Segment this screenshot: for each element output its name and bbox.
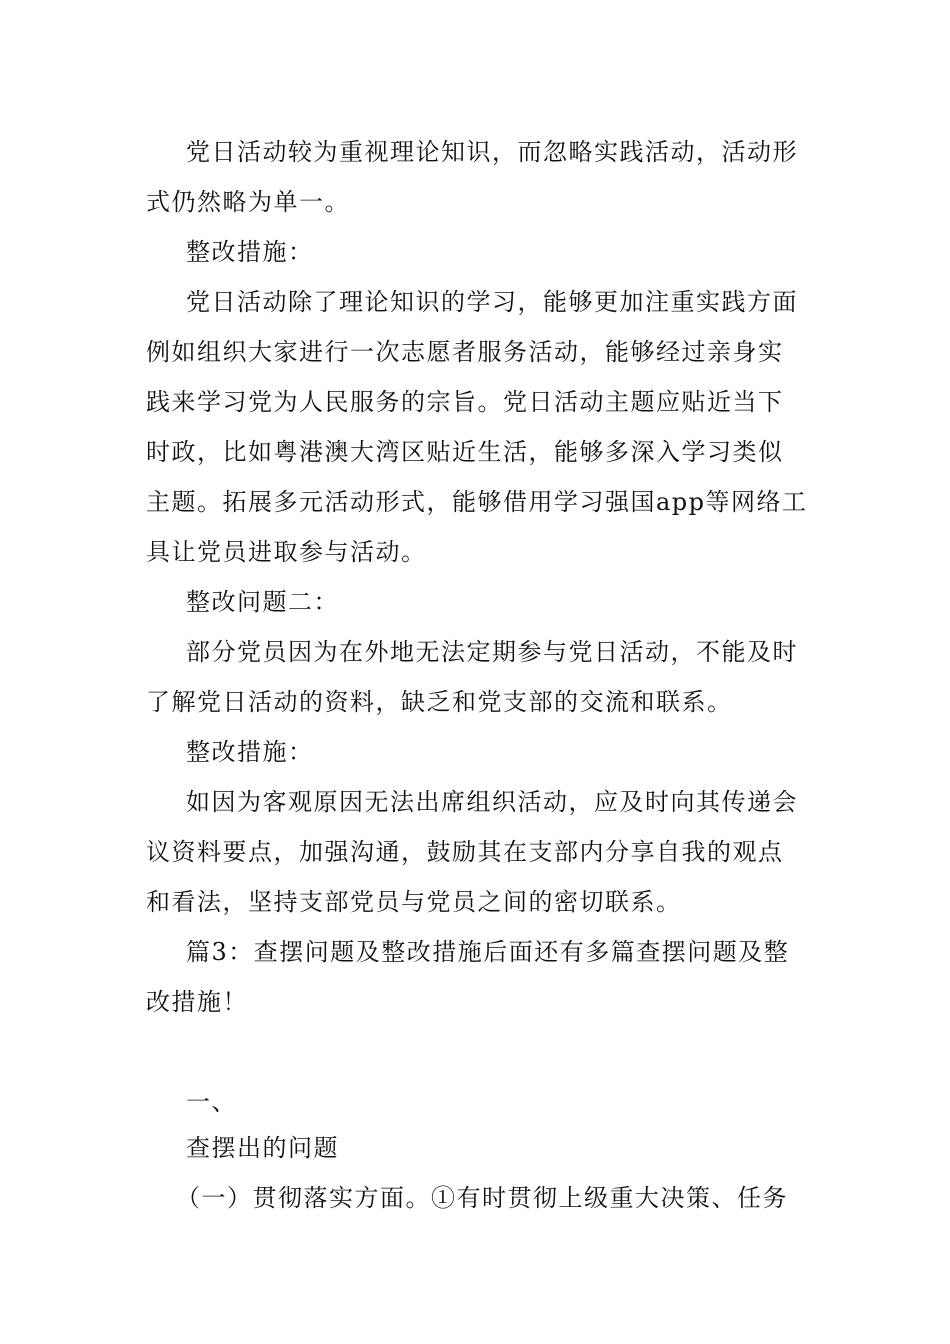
section-heading: 整改问题二： [186,588,339,616]
paragraph-line: 改措施！ [146,988,248,1016]
paragraph-line: 党日活动除了理论知识的学习，能够更加注重实践方面 [186,288,798,316]
section-heading: 整改措施： [186,738,314,766]
paragraph-line: 践来学习党为人民服务的宗旨。党日活动主题应贴近当下 [146,388,784,416]
paragraph-line: 例如组织大家进行一次志愿者服务活动，能够经过亲身实 [146,338,784,366]
section-number: 一、 [186,1088,237,1116]
paragraph-line: 如因为客观原因无法出席组织活动，应及时向其传递会 [186,788,798,816]
paragraph-line: 党日活动较为重视理论知识，而忽略实践活动，活动形 [186,138,798,166]
paragraph-line: （一）贯彻落实方面。①有时贯彻上级重大决策、任务 [176,1184,788,1212]
paragraph-line: 部分党员因为在外地无法定期参与党日活动，不能及时 [186,638,798,666]
paragraph-line: 了解党日活动的资料，缺乏和党支部的交流和联系。 [146,688,733,716]
paragraph-line: 议资料要点，加强沟通，鼓励其在支部内分享自我的观点 [146,838,784,866]
paragraph-line: 时政，比如粤港澳大湾区贴近生活，能够多深入学习类似 [146,438,784,466]
section-heading: 整改措施： [186,238,314,266]
paragraph-line: 主题。拓展多元活动形式，能够借用学习强国app等网络工 [146,488,808,516]
paragraph-line: 式仍然略为单一。 [146,188,350,216]
paragraph-line: 和看法，坚持支部党员与党员之间的密切联系。 [146,888,682,916]
paragraph-line: 篇3：查摆问题及整改措施后面还有多篇查摆问题及整 [186,938,790,966]
paragraph-line: 具让党员进取参与活动。 [146,538,427,566]
section-heading: 查摆出的问题 [186,1134,339,1162]
